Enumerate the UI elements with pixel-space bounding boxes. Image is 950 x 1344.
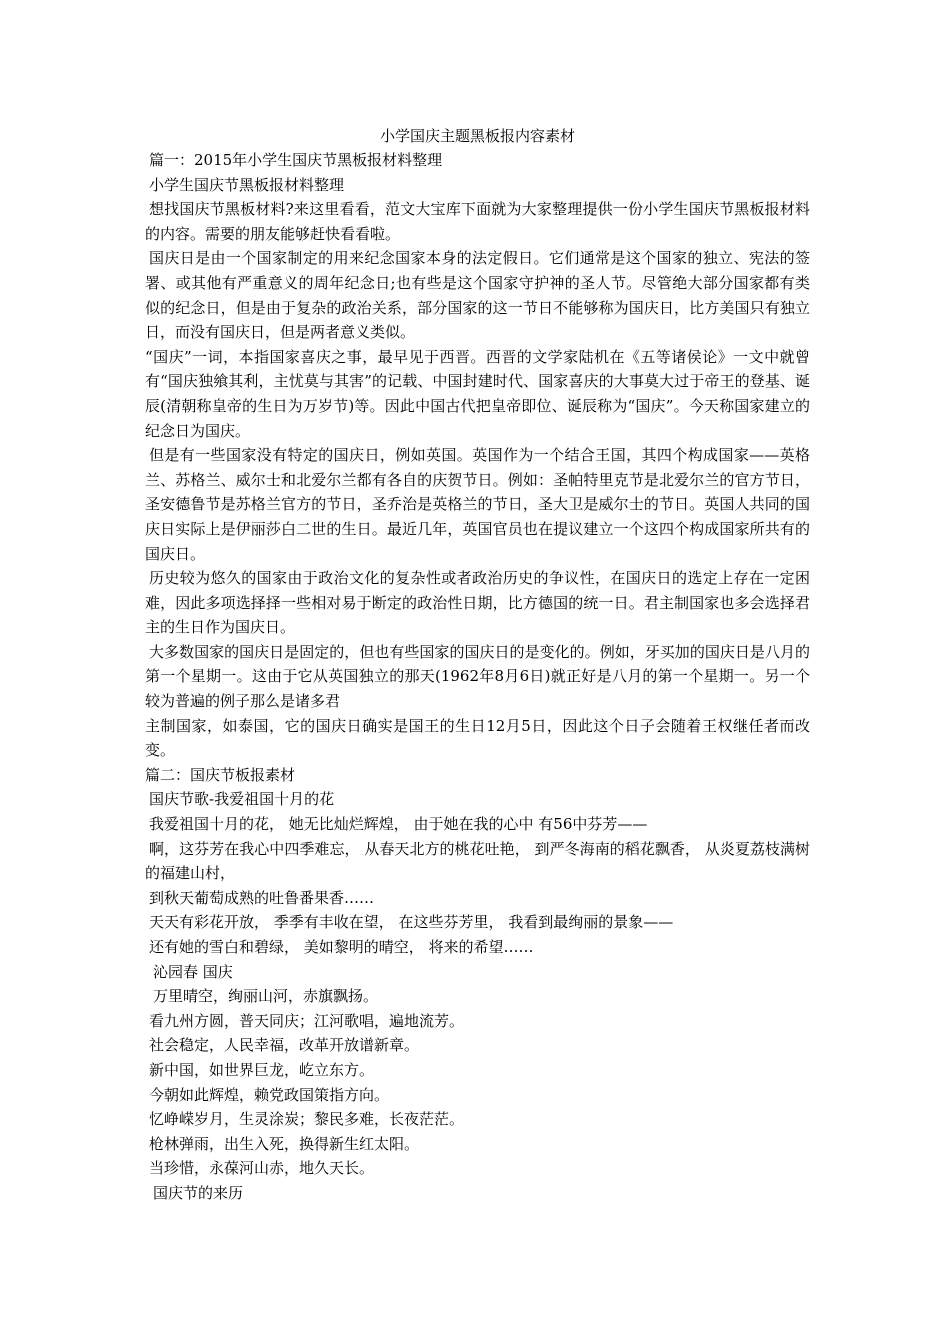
poem-line-2: 看九州方圆，普天同庆；江河歌唱，遍地流芳。: [149, 1011, 465, 1030]
paragraph-origin: “国庆”一词，本指国家喜庆之事，最早见于西晋。西晋的文学家陆机在《五等诸侯论》一文中就曾有“国庆独飨其利，主忧莫与其害”的记载、中国封建时代、国家喜庆的大事莫大过于帝王的登基、诞辰(清朝称皇帝的生日为万岁节)等。因此中国古代把皇帝即位、诞辰称为“国庆”。今天称国家建立的纪念日为国庆。: [145, 347, 810, 440]
poem-line-3: 社会稳定，人民幸福，改革开放谱新章。: [149, 1036, 420, 1055]
paragraph-varying-dates: 大多数国家的国庆日是固定的，但也有些国家的国庆日的是变化的。例如，牙买加的国庆日是八月的第一个星期一。这由于它从英国独立的那天(1962年8月6日)就正好是八月的第一个星期一。另一个较为普遍的例子那么是诸多君: [145, 642, 810, 711]
section-heading-origin: 国庆节的来历: [153, 1183, 244, 1202]
poem-line-7: 枪林弹雨，出生入死，换得新生红太阳。: [149, 1134, 420, 1153]
poem-line-1: 万里晴空，绚丽山河，赤旗飘扬。: [153, 987, 379, 1006]
song-line-4: 天天有彩花开放， 季季有丰收在望， 在这些芬芳里， 我看到最绚丽的景象——: [149, 913, 674, 932]
poem-line-4: 新中国，如世界巨龙，屹立东方。: [149, 1060, 375, 1079]
song-line-5: 还有她的雪白和碧绿， 美如黎明的晴空， 将来的希望……: [149, 938, 534, 956]
poem-title: 沁园春 国庆: [153, 962, 233, 981]
paragraph-definition: 国庆日是由一个国家制定的用来纪念国家本身的法定假日。它们通常是这个国家的独立、宪法的签署、或其他有严重意义的周年纪念日;也有些是这个国家守护神的圣人节。尽管绝大部分国家都有类似的纪念日，但是由于复杂的政治关系，部分国家的这一节日不能够称为国庆日，比方美国只有独立日，而没有国庆日，但是两者意义类似。: [145, 249, 810, 342]
paragraph-uk: 但是有一些国家没有特定的国庆日，例如英国。英国作为一个结合王国，其四个构成国家——英格兰、苏格兰、威尔士和北爱尔兰都有各自的庆贺节日。例如：圣帕特里克节是北爱尔兰的官方节日，圣安德鲁节是苏格兰官方的节日，圣乔治是英格兰的节日，圣大卫是威尔士的节日。英国人共同的国庆日实际上是伊丽莎白二世的生日。最近几年，英国官员也在提议建立一个这四个构成国家所共有的国庆日。: [145, 446, 810, 563]
song-line-1: 我爱祖国十月的花， 她无比灿烂辉煌， 由于她在我的心中 有56中芬芳——: [149, 815, 648, 834]
paragraph-monarchy: 主制国家，如泰国，它的国庆日确实是国王的生日12月5日，因此这个日子会随着王权继任者而改变。: [145, 716, 810, 760]
section-heading-2: 篇二：国庆节板报素材: [145, 765, 296, 784]
song-line-2: 啊，这芬芳在我心中四季难忘， 从春天北方的桃花吐艳， 到严冬海南的稻花飘香， 从炎夏荔枝满树的福建山村，: [145, 839, 810, 883]
poem-line-8: 当珍惜，永葆河山赤，地久天长。: [149, 1159, 375, 1178]
document-title: 小学国庆主题黑板报内容素材: [379, 127, 575, 145]
poem-line-6: 忆峥嵘岁月，生灵涂炭；黎民多难，长夜茫茫。: [149, 1110, 465, 1129]
song-line-3: 到秋天葡萄成熟的吐鲁番果香……: [149, 888, 375, 907]
section-heading-1: 篇一：2015年小学生国庆节黑板报材料整理: [149, 151, 443, 169]
subheading: 小学生国庆节黑板报材料整理: [149, 175, 345, 194]
song-title: 国庆节歌-我爱祖国十月的花: [149, 790, 335, 809]
paragraph-history: 历史较为悠久的国家由于政治文化的复杂性或者政治历史的争议性，在国庆日的选定上存在一定困难，因此多项选择择一些相对易于断定的政治性日期，比方德国的统一日。君主制国家也多会选择君主的生日作为国庆日。: [145, 569, 810, 637]
document-page: [145, 124, 810, 1206]
poem-line-5: 今朝如此辉煌，赖党政国策指方向。: [149, 1085, 390, 1104]
paragraph-intro: 想找国庆节黑板材料?来这里看看，范文大宝库下面就为大家整理提供一份小学生国庆节黑板报材料的内容。需要的朋友能够赶快看看啦。: [145, 200, 810, 243]
